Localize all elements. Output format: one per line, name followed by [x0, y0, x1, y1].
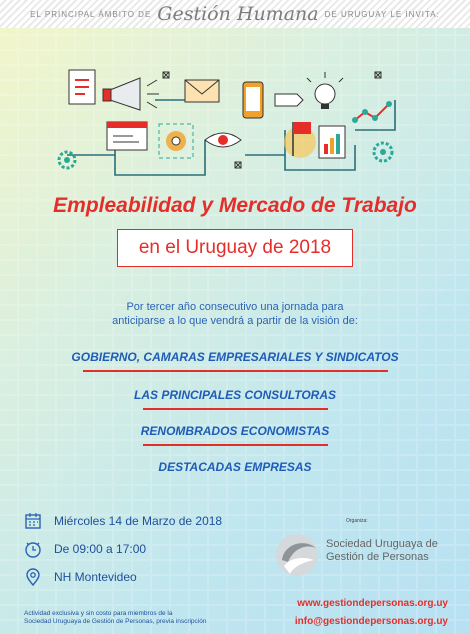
divider [83, 370, 388, 372]
note-line-1: Actividad exclusiva y sin costo para miembros de la [24, 610, 173, 617]
organizer-name [326, 538, 438, 564]
report-chart-icon [319, 126, 345, 158]
header-pre-text: EL PRINCIPAL ÁMBITO DE [30, 9, 152, 19]
tag-icon [275, 94, 303, 106]
event-subtitle: en el Uruguay de 2018 [138, 237, 332, 258]
speaker-label: RENOMBRADOS ECONOMISTAS [140, 424, 330, 438]
event-venue: NH Montevideo [54, 570, 137, 584]
header-brand: Gestión Humana [157, 3, 319, 25]
lightbulb-icon [307, 72, 343, 109]
organizer-name-line-2: Gestión de Personas [326, 551, 429, 563]
eye-icon [205, 133, 241, 147]
divider [143, 408, 328, 410]
intro-text [70, 300, 400, 328]
time-row [24, 540, 146, 558]
membership-note [24, 610, 274, 626]
venue-row [24, 568, 137, 586]
speaker-label: GOBIERNO, CAMARAS EMPRESARIALES Y SINDICATOS [71, 350, 399, 364]
website-link[interactable]: www.gestiondepersonas.org.uy [297, 598, 448, 609]
target-icon [159, 124, 193, 158]
event-title: Empleabilidad y Mercado de Trabajo [53, 194, 417, 217]
clock-icon [24, 540, 42, 558]
organizer-label: Organiza: [346, 518, 368, 524]
event-date: Miércoles 14 de Marzo de 2018 [54, 514, 223, 528]
speaker-item [0, 350, 470, 372]
email-link[interactable]: info@gestiondepersonas.org.uy [294, 616, 448, 627]
speaker-item [0, 460, 470, 474]
speaker-label: LAS PRINCIPALES CONSULTORAS [133, 388, 336, 402]
header-bar [0, 0, 470, 28]
organization-logo-icon [272, 530, 322, 580]
flag-icon [284, 122, 316, 158]
event-time: De 09:00 a 17:00 [54, 542, 147, 556]
speaker-item [0, 424, 470, 446]
smartphone-icon [243, 82, 263, 118]
megaphone-icon [103, 78, 159, 110]
divider [143, 444, 328, 446]
intro-line-2: anticiparse a lo que vendrá a partir de la visión de: [112, 315, 358, 327]
browser-window-icon [107, 122, 147, 150]
event-subtitle-box [117, 229, 353, 267]
date-row [24, 512, 222, 530]
envelope-icon [185, 80, 219, 102]
note-line-2: Sociedad Uruguaya de Gestión de Personas, previa inscripción [24, 618, 207, 625]
line-chart-icon [352, 101, 392, 123]
calendar-icon [24, 512, 42, 530]
location-pin-icon [24, 568, 42, 586]
organizer-logo [272, 530, 447, 580]
speaker-label: DESTACADAS EMPRESAS [158, 460, 312, 474]
document-arrows-icon [69, 70, 95, 104]
intro-line-1: Por tercer año consecutivo una jornada para [126, 301, 344, 313]
header-post-text: DE URUGUAY LE INVITA: [324, 9, 440, 19]
organizer-name-line-1: Sociedad Uruguaya de [326, 538, 438, 550]
speaker-item [0, 388, 470, 410]
illustration [55, 60, 415, 190]
